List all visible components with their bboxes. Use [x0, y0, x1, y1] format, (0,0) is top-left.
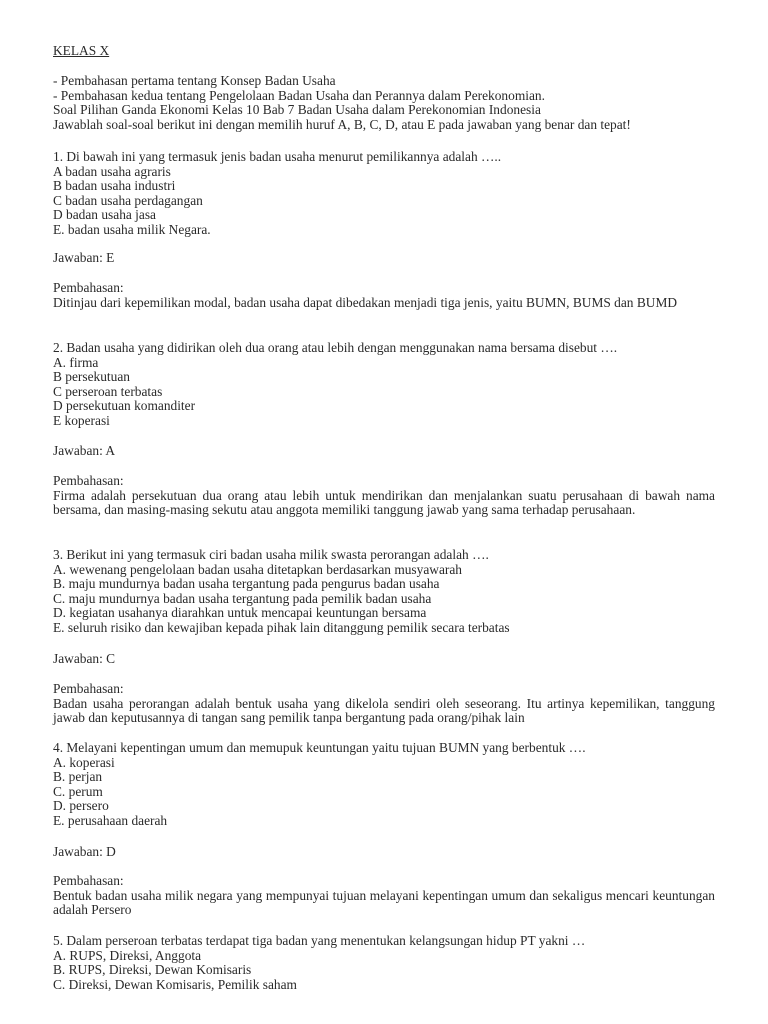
- question-4: [53, 741, 715, 829]
- option: A badan usaha agraris: [53, 163, 171, 179]
- option: B. maju mundurnya badan usaha tergantung pada pengurus badan usaha: [53, 576, 440, 592]
- answer-text: Jawaban: D: [53, 844, 116, 859]
- option: E koperasi: [53, 412, 110, 428]
- option: C. perum: [53, 783, 103, 799]
- answer-4: [53, 845, 715, 860]
- option: B persekutuan: [53, 369, 130, 385]
- question-2: [53, 341, 715, 429]
- option: D. kegiatan usahanya diarahkan untuk mencapai keuntungan bersama: [53, 605, 427, 621]
- question-text: 5. Dalam perseroan terbatas terdapat tiga badan yang menentukan kelangsungan hidup PT yakni …: [53, 933, 586, 948]
- discussion-2: [53, 474, 715, 518]
- discussion-label: Pembahasan:: [53, 681, 124, 696]
- class-title: KELAS X: [53, 43, 110, 58]
- discussion-3: [53, 682, 715, 726]
- discussion-label: Pembahasan:: [53, 473, 124, 488]
- answer-text: Jawaban: E: [53, 250, 115, 265]
- option: A. koperasi: [53, 754, 115, 770]
- question-1: [53, 150, 715, 238]
- intro-line: - Pembahasan kedua tentang Pengelolaan Badan Usaha dan Perannya dalam Perekonomian.: [53, 87, 545, 103]
- intro-line: Soal Pilihan Ganda Ekonomi Kelas 10 Bab 7 Badan Usaha dalam Perekonomian Indonesia: [53, 102, 541, 118]
- discussion-label: Pembahasan:: [53, 280, 124, 295]
- intro-line: Jawablah soal-soal berikut ini dengan memilih huruf A, B, C, D, atau E pada jawaban yang benar dan tepat!: [53, 116, 631, 132]
- question-text: 2. Badan usaha yang didirikan oleh dua orang atau lebih dengan menggunakan nama bersama disebut ….: [53, 340, 618, 355]
- option: A. wewenang pengelolaan badan usaha ditetapkan berdasarkan musyawarah: [53, 561, 462, 577]
- intro: [53, 74, 715, 132]
- option: E. perusahaan daerah: [53, 812, 168, 828]
- question-5: [53, 934, 715, 992]
- answer-text: Jawaban: A: [53, 443, 116, 458]
- discussion-4: [53, 874, 715, 918]
- question-text: 4. Melayani kepentingan umum dan memupuk keuntungan yaitu tujuan BUMN yang berbentuk ….: [53, 740, 586, 755]
- option: B. RUPS, Direksi, Dewan Komisaris: [53, 962, 252, 978]
- option: D. persero: [53, 798, 109, 814]
- question-3: [53, 548, 715, 636]
- option: D badan usaha jasa: [53, 207, 156, 223]
- answer-1: [53, 251, 715, 266]
- header: [53, 44, 715, 59]
- question-text: 1. Di bawah ini yang termasuk jenis badan usaha menurut pemilikannya adalah …..: [53, 149, 502, 164]
- discussion-1: [53, 281, 715, 310]
- question-text: 3. Berikut ini yang termasuk ciri badan usaha milik swasta perorangan adalah ….: [53, 547, 489, 562]
- option: C. Direksi, Dewan Komisaris, Pemilik saham: [53, 976, 297, 992]
- discussion-text: Ditinjau dari kepemilikan modal, badan usaha dapat dibedakan menjadi tiga jenis, yaitu BUMN, BUMS dan BUMD: [53, 294, 678, 310]
- discussion-text: Bentuk badan usaha milik negara yang mempunyai tujuan melayani kepentingan umum dan sekaligus mencari keuntungan adalah Persero: [53, 887, 715, 918]
- option: A. firma: [53, 354, 99, 370]
- option: B badan usaha industri: [53, 178, 176, 194]
- discussion-text: Badan usaha perorangan adalah bentuk usaha yang dikelola sendiri oleh seseorang. Itu artinya kepemilikan, tanggung jawab dan keputusannya di tangan sang pemilik tanpa bergantung pada orang/pihak lain: [53, 695, 715, 726]
- option: C. maju mundurnya badan usaha tergantung pada pemilik badan usaha: [53, 590, 432, 606]
- answer-3: [53, 652, 715, 667]
- option: D persekutuan komanditer: [53, 398, 196, 414]
- option: B. perjan: [53, 769, 103, 785]
- answer-text: Jawaban: C: [53, 651, 116, 666]
- answer-2: [53, 444, 715, 459]
- option: C badan usaha perdagangan: [53, 192, 203, 208]
- option: E. seluruh risiko dan kewajiban kepada pihak lain ditanggung pemilik secara terbatas: [53, 619, 510, 635]
- discussion-text: Firma adalah persekutuan dua orang atau lebih untuk mendirikan dan menjalankan suatu perusahaan di bawah nama bersama, dan masing-masing sekutu atau anggota memiliki tanggung jawab yang sama terhadap perusahaan.: [53, 487, 715, 518]
- option: A. RUPS, Direksi, Anggota: [53, 947, 202, 963]
- discussion-label: Pembahasan:: [53, 873, 124, 888]
- intro-line: - Pembahasan pertama tentang Konsep Badan Usaha: [53, 73, 336, 88]
- option: C perseroan terbatas: [53, 383, 163, 399]
- option: E. badan usaha milik Negara.: [53, 221, 211, 237]
